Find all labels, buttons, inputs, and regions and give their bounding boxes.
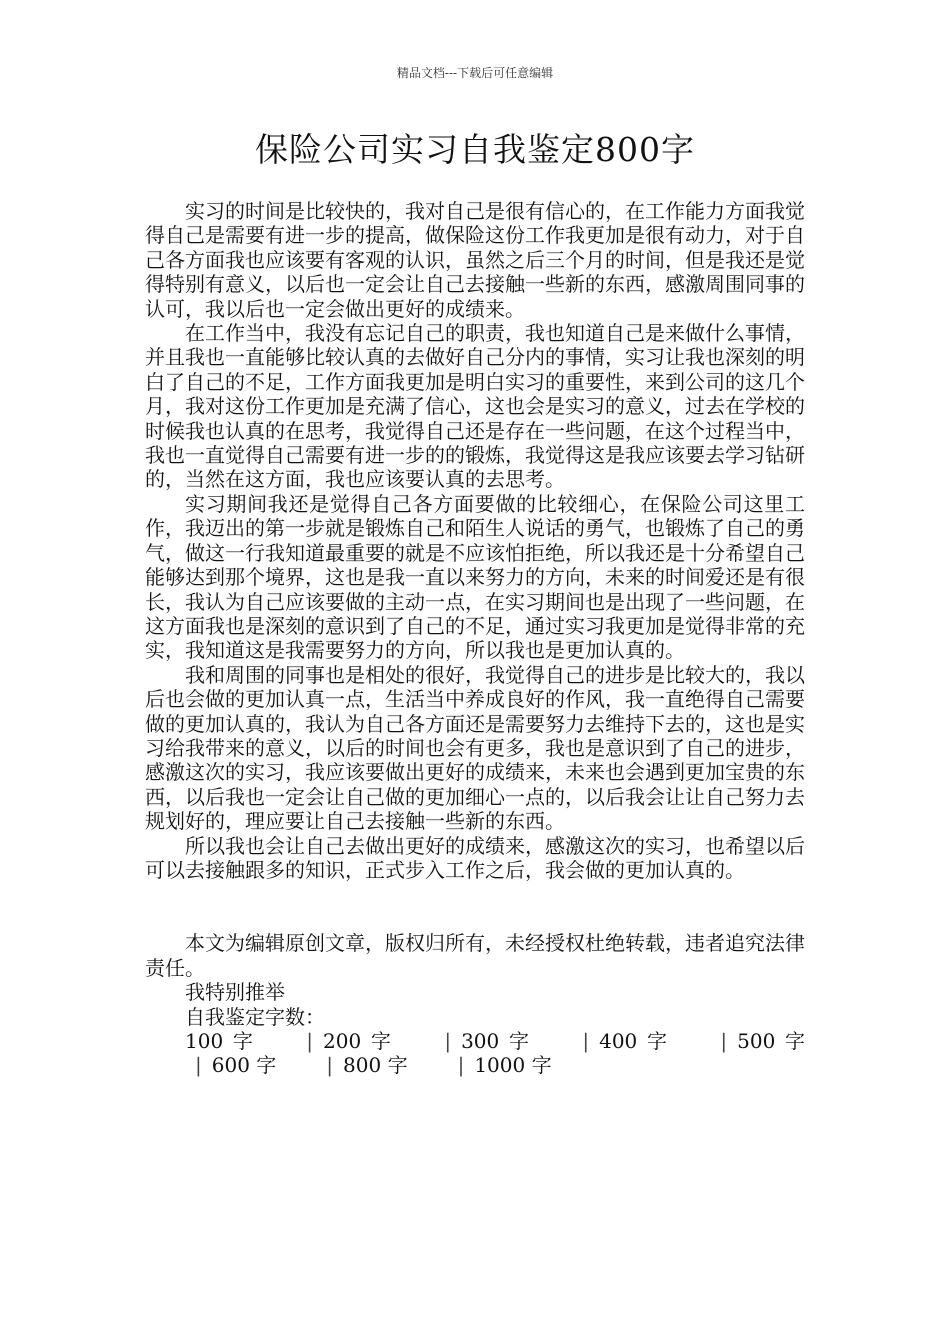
separator: | (195, 1053, 202, 1078)
copyright-notice: 本文为编辑原创文章，版权归所有，未经授权杜绝转载，违者追究法律责任。 (145, 931, 805, 980)
separator: | (306, 1029, 314, 1053)
paragraph-5: 所以我也会让自己去做出更好的成绩来，感激这次的实习，也希望以后可以去接触跟多的知识，正式步入工作之后，我会做的更加认真的。 (145, 833, 805, 882)
wordcount-link-800[interactable]: 800 字 (343, 1053, 408, 1078)
separator: | (720, 1029, 728, 1053)
page-title: 保险公司实习自我鉴定800字 (255, 130, 695, 169)
paragraph-4: 我和周围的同事也是相处的很好，我觉得自己的进步是比较大的，我以后也会做的更加认真一点，生活当中养成良好的作风，我一直绝得自己需要做的更加认真的，我认为自己各方面还是需要努力去维持下去的，这也是实习给我带来的意义，以后的时间也会有更多，我也是意识到了自己的进步，感激这次的实习，我应该要做出更好的成绩来，未来也会遇到更加宝贵的东西，以后我也一定会让自己做的更加细心一点的，以后我会让让自己努力去规划好的，理应要让自己去接触一些新的东西。 (145, 662, 805, 834)
separator: | (326, 1053, 334, 1078)
separator: | (582, 1029, 590, 1053)
paragraph-3: 实习期间我还是觉得自己各方面要做的比较细心，在保险公司这里工作，我迈出的第一步就是锻炼自己和陌生人说话的勇气，也锻炼了自己的勇气，做这一行我知道最重要的就是不应该怕拒绝，所以我还是十分希望自己能够达到那个境界，这也是我一直以来努力的方向，未来的时间爱还是有很长，我认为自己应该要做的主动一点，在实习期间也是出现了一些问题，在这方面我也是深刻的意识到了自己的不足，通过实习我更加是觉得非常的充实，我知道这是我需要努力的方向，所以我也是更加认真的。 (145, 491, 805, 663)
wordcount-link-600[interactable]: 600 字 (211, 1053, 277, 1078)
wordcount-label: 自我鉴定字数： (185, 1004, 325, 1029)
wordcount-link-1000[interactable]: 1000 字 (474, 1053, 552, 1078)
document-body (145, 199, 805, 1078)
separator: | (444, 1029, 452, 1053)
page-header: 精品文档---下载后可任意编辑 (396, 66, 554, 80)
wordcount-link-list (145, 1029, 805, 1078)
paragraph-2: 在工作当中，我没有忘记自己的职责，我也知道自己是来做什么事情，并且我也一直能够比较认真的去做好自己分内的事情，实习让我也深刻的明白了自己的不足，工作方面我更加是明白实习的重要性，来到公司的这几个月，我对这份工作更加是充满了信心，这也会是实习的意义，过去在学校的时候我也认真的在思考，我觉得自己还是存在一些问题，在这个过程当中，我也一直觉得自己需要有进一步的的锻炼，我觉得这是我应该要去学习钻研的，当然在这方面，我也应该要认真的去思考。 (145, 321, 805, 492)
spacer (145, 882, 805, 931)
wordcount-link-200[interactable]: 200 字 (323, 1029, 395, 1053)
separator: | (457, 1053, 465, 1078)
wordcount-link-300[interactable]: 300 字 (461, 1029, 533, 1053)
recommend-label: 我特别推举 (185, 980, 285, 1005)
paragraph-1: 实习的时间是比较快的，我对自己是很有信心的，在工作能力方面我觉得自己是需要有进一步的提高，做保险这份工作我更加是很有动力，对于自己各方面我也应该要有客观的认识，虽然之后三个月的时间，但是我还是觉得特别有意义，以后也一定会让自己去接触一些新的东西，感激周围同事的认可，我以后也一定会做出更好的成绩来。 (145, 199, 805, 321)
wordcount-link-500[interactable]: 500 字 (737, 1029, 806, 1053)
wordcount-link-400[interactable]: 400 字 (599, 1029, 671, 1053)
wordcount-link-100[interactable]: 100 字 (185, 1029, 257, 1053)
